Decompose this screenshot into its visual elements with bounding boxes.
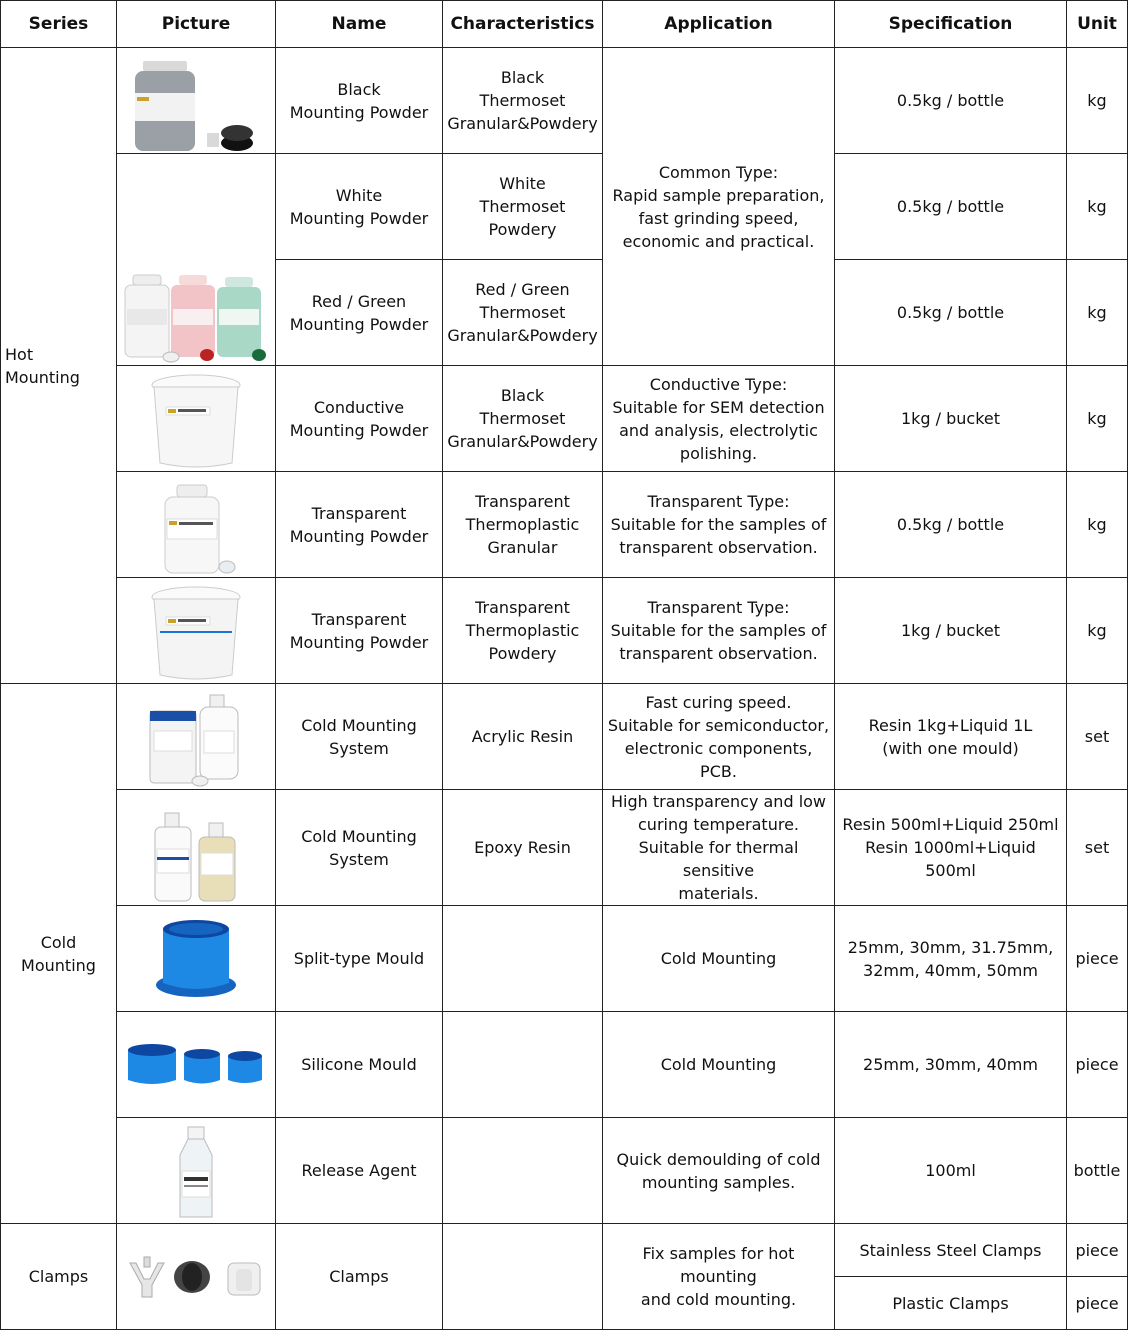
table-row	[1, 48, 1128, 154]
specification-cell: 0.5kg / bottle	[835, 48, 1067, 154]
unit-cell: kg	[1067, 48, 1128, 154]
picture-cell	[117, 906, 276, 1012]
acrylic-kit-icon	[120, 684, 272, 789]
characteristics-cell: Epoxy Resin	[443, 790, 603, 906]
characteristics-cell: Transparent Thermoplastic Powdery	[443, 578, 603, 684]
application-cell-common: Common Type: Rapid sample preparation, fast grinding speed, economic and practical.	[603, 48, 835, 366]
release-agent-bottle-icon	[120, 1118, 272, 1223]
header-specification: Specification	[835, 1, 1067, 48]
characteristics-cell: White Thermoset Powdery	[443, 154, 603, 260]
unit-cell: kg	[1067, 578, 1128, 684]
silicone-moulds-icon	[120, 1012, 272, 1117]
table-row	[1, 154, 1128, 260]
application-cell: Transparent Type: Suitable for the samples of transparent observation.	[603, 472, 835, 578]
unit-cell: bottle	[1067, 1118, 1128, 1224]
name-cell: Transparent Mounting Powder	[276, 578, 443, 684]
name-cell: Silicone Mould	[276, 1012, 443, 1118]
specification-cell: 1kg / bucket	[835, 366, 1067, 472]
characteristics-cell	[443, 1118, 603, 1224]
specification-cell: 0.5kg / bottle	[835, 472, 1067, 578]
name-cell: Split-type Mould	[276, 906, 443, 1012]
picture-cell	[117, 1224, 276, 1330]
specification-cell: Plastic Clamps	[835, 1277, 1067, 1330]
name-cell: Conductive Mounting Powder	[276, 366, 443, 472]
characteristics-cell	[443, 906, 603, 1012]
table-row	[1, 684, 1128, 790]
characteristics-cell: Transparent Thermoplastic Granular	[443, 472, 603, 578]
name-cell: Black Mounting Powder	[276, 48, 443, 154]
application-cell: Fix samples for hot mounting and cold mounting.	[603, 1224, 835, 1330]
name-cell: Clamps	[276, 1224, 443, 1330]
white-bucket-icon	[120, 366, 272, 471]
large-bucket-icon	[120, 578, 272, 683]
picture-cell	[117, 684, 276, 790]
table-row	[1, 906, 1128, 1012]
unit-cell: piece	[1067, 906, 1128, 1012]
split-mould-icon	[120, 906, 272, 1011]
unit-cell: kg	[1067, 154, 1128, 260]
specification-cell: Stainless Steel Clamps	[835, 1224, 1067, 1277]
clamps-icon	[120, 1224, 272, 1329]
specification-cell: Resin 1kg+Liquid 1L (with one mould)	[835, 684, 1067, 790]
unit-cell: set	[1067, 790, 1128, 906]
name-cell: Cold Mounting System	[276, 790, 443, 906]
unit-cell: piece	[1067, 1277, 1128, 1330]
header-series: Series	[1, 1, 117, 48]
application-cell: Quick demoulding of cold mounting samples.	[603, 1118, 835, 1224]
specification-cell: 1kg / bucket	[835, 578, 1067, 684]
header-row	[1, 1, 1128, 48]
application-cell: Fast curing speed. Suitable for semiconductor, electronic components, PCB.	[603, 684, 835, 790]
unit-cell: kg	[1067, 260, 1128, 366]
application-cell: Cold Mounting	[603, 906, 835, 1012]
name-cell: Transparent Mounting Powder	[276, 472, 443, 578]
picture-cell	[117, 1012, 276, 1118]
characteristics-cell: Acrylic Resin	[443, 684, 603, 790]
header-application: Application	[603, 1, 835, 48]
specification-cell: 0.5kg / bottle	[835, 260, 1067, 366]
name-cell: Red / Green Mounting Powder	[276, 260, 443, 366]
specification-cell: 25mm, 30mm, 31.75mm, 32mm, 40mm, 50mm	[835, 906, 1067, 1012]
table-row	[1, 472, 1128, 578]
epoxy-kit-icon	[120, 790, 272, 905]
characteristics-cell	[443, 1224, 603, 1330]
color-powder-bottles-icon	[120, 154, 272, 365]
header-characteristics: Characteristics	[443, 1, 603, 48]
table-row	[1, 578, 1128, 684]
picture-cell	[117, 154, 276, 366]
specification-cell: 25mm, 30mm, 40mm	[835, 1012, 1067, 1118]
name-cell: Cold Mounting System	[276, 684, 443, 790]
header-picture: Picture	[117, 1, 276, 48]
picture-cell	[117, 790, 276, 906]
unit-cell: set	[1067, 684, 1128, 790]
unit-cell: piece	[1067, 1224, 1128, 1277]
header-name: Name	[276, 1, 443, 48]
table-row	[1, 1224, 1128, 1277]
characteristics-cell: Black Thermoset Granular&Powdery	[443, 366, 603, 472]
application-cell: High transparency and low curing temperature. Suitable for thermal sensitive materials.	[603, 790, 835, 906]
unit-cell: kg	[1067, 366, 1128, 472]
series-clamps: Clamps	[1, 1224, 117, 1330]
characteristics-cell: Black Thermoset Granular&Powdery	[443, 48, 603, 154]
application-cell: Cold Mounting	[603, 1012, 835, 1118]
picture-cell	[117, 1118, 276, 1224]
picture-cell	[117, 48, 276, 154]
unit-cell: piece	[1067, 1012, 1128, 1118]
table-row	[1, 790, 1128, 906]
table-row	[1, 1118, 1128, 1224]
application-cell: Transparent Type: Suitable for the samples of transparent observation.	[603, 578, 835, 684]
transparent-bottle-icon	[120, 472, 272, 577]
unit-cell: kg	[1067, 472, 1128, 578]
series-hot-mounting: Hot Mounting	[1, 48, 117, 684]
specification-cell: 100ml	[835, 1118, 1067, 1224]
picture-cell	[117, 366, 276, 472]
header-unit: Unit	[1067, 1, 1128, 48]
picture-cell	[117, 578, 276, 684]
specification-cell: Resin 500ml+Liquid 250ml Resin 1000ml+Liquid 500ml	[835, 790, 1067, 906]
specification-cell: 0.5kg / bottle	[835, 154, 1067, 260]
name-cell: Release Agent	[276, 1118, 443, 1224]
name-cell: White Mounting Powder	[276, 154, 443, 260]
black-powder-bottle-icon	[120, 48, 272, 153]
table-row	[1, 366, 1128, 472]
characteristics-cell	[443, 1012, 603, 1118]
characteristics-cell: Red / Green Thermoset Granular&Powdery	[443, 260, 603, 366]
application-cell: Conductive Type: Suitable for SEM detection and analysis, electrolytic polishing.	[603, 366, 835, 472]
series-cold-mounting: Cold Mounting	[1, 684, 117, 1224]
picture-cell	[117, 472, 276, 578]
table-row	[1, 1012, 1128, 1118]
